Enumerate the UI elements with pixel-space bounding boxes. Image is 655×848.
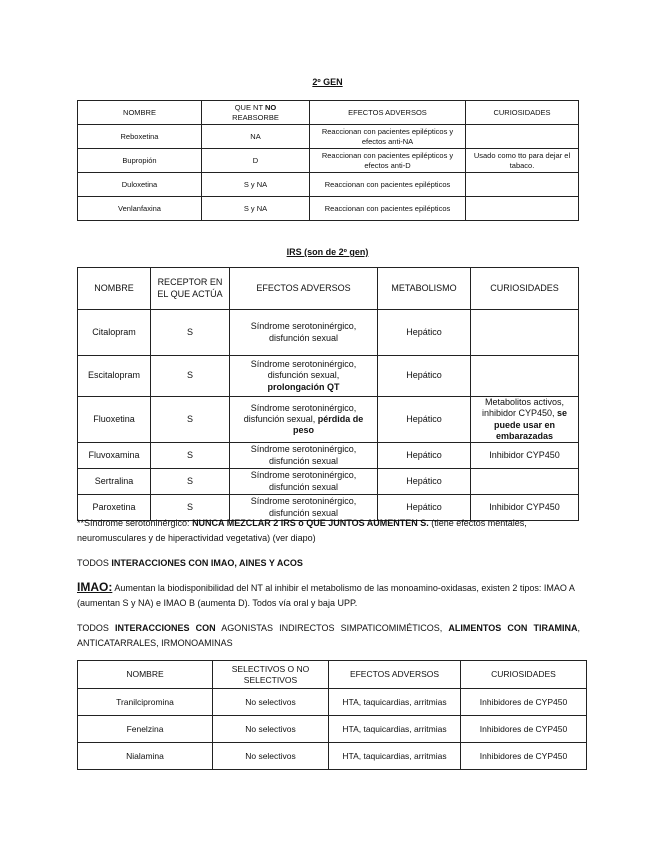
cell-efectos: Reaccionan con pacientes epilépticos	[310, 173, 466, 197]
header-nombre: NOMBRE	[78, 661, 213, 689]
cell-curiosidades: Metabolitos activos, inhibidor CYP450, se puede usar en embarazadas	[471, 397, 579, 443]
table-row	[78, 689, 587, 716]
header-nombre: NOMBRE	[78, 268, 151, 310]
cell-receptor: S	[151, 443, 230, 469]
cell-nombre: Citalopram	[78, 310, 151, 356]
cell-efectos: HTA, taquicardias, arritmias	[329, 689, 461, 716]
cell-efectos: Síndrome serotoninérgico, disfunción sexual	[230, 495, 378, 521]
interactions-line-2: TODOS INTERACCIONES CON AGONISTAS INDIRECTOS SIMPATICOMIMÉTICOS, ALIMENTOS CON TIRAMINA, ANTICATARRALES, IRMONOAMINAS	[77, 623, 580, 648]
cell-metabolismo: Hepático	[378, 310, 471, 356]
header-curiosidades: CURIOSIDADES	[466, 101, 579, 125]
cell-curiosidades: Inhibidores de CYP450	[461, 689, 587, 716]
cell-metabolismo: Hepático	[378, 397, 471, 443]
cell-curiosidades: Inhibidores de CYP450	[461, 716, 587, 743]
cell-receptor: S	[151, 397, 230, 443]
imao-heading: IMAO:	[77, 580, 113, 594]
cell-efectos: Reaccionan con pacientes epilépticos y efectos anti-NA	[310, 125, 466, 149]
table-row	[78, 173, 579, 197]
section-title-irs: IRS (son de 2º gen)	[286, 247, 369, 257]
table-header-row	[78, 101, 579, 125]
cell-nt: NA	[202, 125, 310, 149]
cell-selectivos: No selectivos	[213, 716, 329, 743]
interactions-line-1: TODOS INTERACCIONES CON IMAO, AINES Y ACOS	[77, 558, 303, 568]
cell-nombre: Paroxetina	[78, 495, 151, 521]
cell-efectos: Síndrome serotoninérgico, disfunción sexual, prolongación QT	[230, 356, 378, 397]
header-efectos: EFECTOS ADVERSOS	[310, 101, 466, 125]
table-row	[78, 310, 579, 356]
footnote-serotoninergic: **Síndrome serotoninérgico: NUNCA MEZCLAR 2 IRS o QUE JUNTOS AUMENTEN S. (tiene efectos mentales, neuromusculares y de hiperactividad vegetativa) (ver diapo)	[77, 518, 527, 543]
table-row	[78, 443, 579, 469]
table-row	[78, 197, 579, 221]
cell-curiosidades: Inhibidores de CYP450	[461, 743, 587, 770]
cell-efectos: Reaccionan con pacientes epilépticos y efectos anti-D	[310, 149, 466, 173]
table-2gen	[77, 100, 579, 221]
table-row	[78, 469, 579, 495]
cell-selectivos: No selectivos	[213, 743, 329, 770]
cell-metabolismo: Hepático	[378, 469, 471, 495]
cell-curiosidades	[466, 125, 579, 149]
cell-efectos: Síndrome serotoninérgico, disfunción sexual	[230, 469, 378, 495]
table-row	[78, 149, 579, 173]
table-header-row	[78, 661, 587, 689]
cell-curiosidades	[471, 469, 579, 495]
cell-curiosidades: Usado como tto para dejar el tabaco.	[466, 149, 579, 173]
table-irs	[77, 267, 579, 521]
cell-metabolismo: Hepático	[378, 495, 471, 521]
cell-metabolismo: Hepático	[378, 443, 471, 469]
header-nombre: NOMBRE	[78, 101, 202, 125]
cell-nt: D	[202, 149, 310, 173]
cell-nt: S y NA	[202, 197, 310, 221]
cell-efectos: HTA, taquicardias, arritmias	[329, 743, 461, 770]
cell-efectos: HTA, taquicardias, arritmias	[329, 716, 461, 743]
cell-receptor: S	[151, 495, 230, 521]
header-efectos: EFECTOS ADVERSOS	[329, 661, 461, 689]
cell-nombre: Escitalopram	[78, 356, 151, 397]
cell-curiosidades	[471, 310, 579, 356]
cell-receptor: S	[151, 310, 230, 356]
cell-metabolismo: Hepático	[378, 356, 471, 397]
cell-nombre: Fluvoxamina	[78, 443, 151, 469]
cell-receptor: S	[151, 469, 230, 495]
table-row	[78, 743, 587, 770]
cell-efectos: Reaccionan con pacientes epilépticos	[310, 197, 466, 221]
cell-nombre: Venlanfaxina	[78, 197, 202, 221]
cell-receptor: S	[151, 356, 230, 397]
cell-nombre: Fenelzina	[78, 716, 213, 743]
table-header-row	[78, 268, 579, 310]
imao-paragraph: IMAO: Aumentan la biodisponibilidad del NT al inhibir el metabolismo de las monoamino-oxidasas, existen 2 tipos: IMAO A (aumentan S y NA) e IMAO B (aumenta D). Todos vía oral y baja UPP.	[77, 580, 575, 608]
cell-nombre: Reboxetina	[78, 125, 202, 149]
header-curiosidades: CURIOSIDADES	[461, 661, 587, 689]
header-curiosidades: CURIOSIDADES	[471, 268, 579, 310]
header-nt: QUE NT NO REABSORBE	[202, 101, 310, 125]
table-row	[78, 125, 579, 149]
table-row	[78, 356, 579, 397]
header-selectivos: SELECTIVOS O NO SELECTIVOS	[213, 661, 329, 689]
cell-nombre: Nialamina	[78, 743, 213, 770]
cell-nombre: Tranilcipromina	[78, 689, 213, 716]
cell-curiosidades	[466, 173, 579, 197]
table-row	[78, 716, 587, 743]
cell-curiosidades	[471, 356, 579, 397]
header-receptor: RECEPTOR EN EL QUE ACTÚA	[151, 268, 230, 310]
cell-nombre: Sertralina	[78, 469, 151, 495]
cell-selectivos: No selectivos	[213, 689, 329, 716]
header-efectos: EFECTOS ADVERSOS	[230, 268, 378, 310]
cell-nombre: Duloxetina	[78, 173, 202, 197]
cell-nombre: Bupropión	[78, 149, 202, 173]
cell-nombre: Fluoxetina	[78, 397, 151, 443]
cell-curiosidades: Inhibidor CYP450	[471, 495, 579, 521]
table-row	[78, 397, 579, 443]
cell-efectos: Síndrome serotoninérgico, disfunción sexual	[230, 310, 378, 356]
cell-nt: S y NA	[202, 173, 310, 197]
table-imao	[77, 660, 587, 770]
cell-curiosidades: Inhibidor CYP450	[471, 443, 579, 469]
section-title-2gen: 2º GEN	[312, 77, 343, 87]
header-metabolismo: METABOLISMO	[378, 268, 471, 310]
cell-efectos: Síndrome serotoninérgico, disfunción sexual	[230, 443, 378, 469]
cell-curiosidades	[466, 197, 579, 221]
cell-efectos: Síndrome serotoninérgico, disfunción sexual, pérdida de peso	[230, 397, 378, 443]
